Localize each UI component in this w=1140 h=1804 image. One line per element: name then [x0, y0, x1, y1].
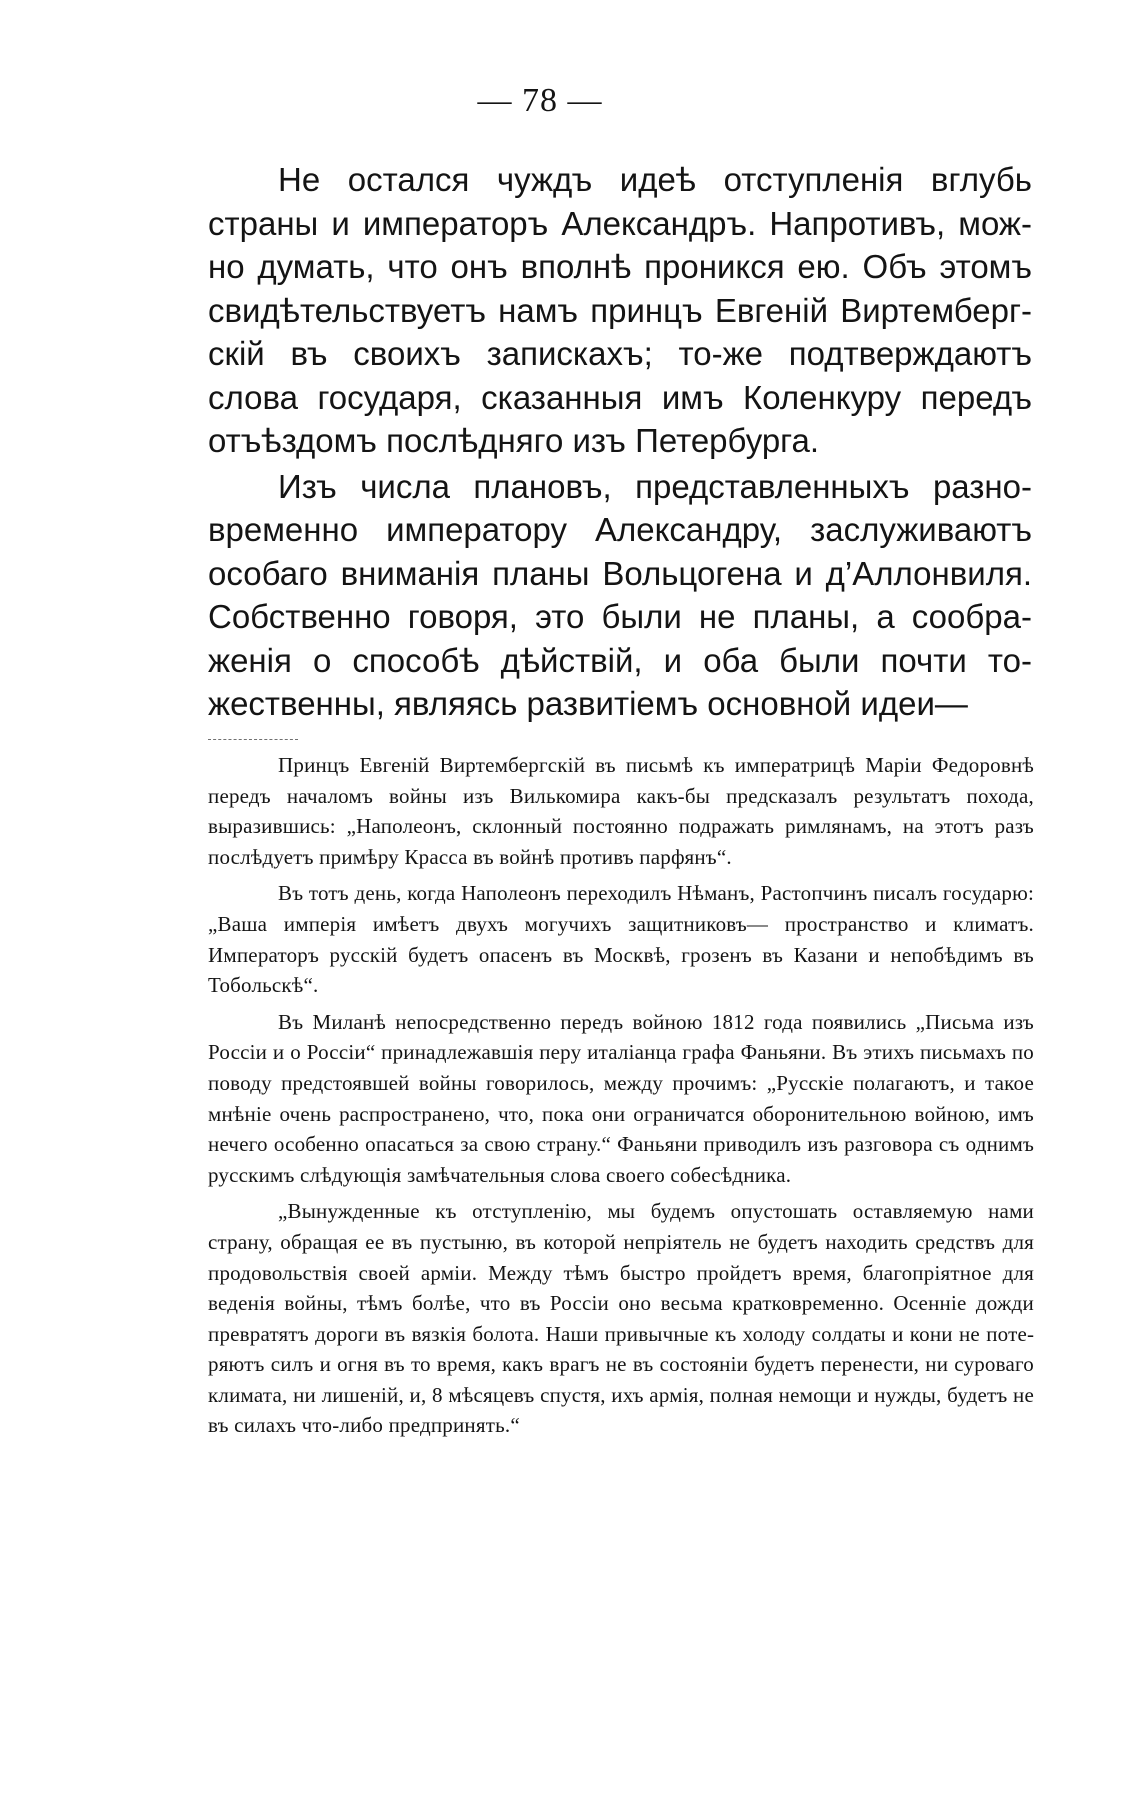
main-text: [208, 158, 1032, 726]
page-number: — 78 —: [477, 82, 603, 119]
footnote-paragraph: Принцъ Евгеній Виртембергскій въ письмѣ къ императрицѣ Маріи Федоровнѣ передъ началомъ войны изъ Вилькомира какъ-бы предсказалъ результатъ похода, выразившись: „Наполеонъ, склонный постоянно подражать римлянамъ, на этотъ разъ послѣдуетъ примѣру Красса въ войнѣ противъ парфянъ“.: [208, 753, 1034, 869]
footnote-paragraph: „Вынужденные къ отступленію, мы будемъ опустошать оставляемую нами страну, обращая ее въ пустыню, въ которой непріятель не будетъ находить средствъ для продовольствія своей арміи. Между тѣмъ быстро пройдетъ время, благопріятное для веденія войны, тѣмъ болѣе, что въ Россіи оно весьма кратковременно. Осенніе дожди превратятъ дороги въ вязкія болота. Наши привычные къ холоду солдаты и кони не потеряютъ силъ и огня въ то время, какъ врагъ не въ состояніи будетъ перенести, ни суроваго климата, ни лишеній, и, 8 мѣсяцевъ спустя, ихъ армія, полная немощи и нужды, будетъ не въ силахъ что-либо предпринять.“: [208, 1199, 1034, 1438]
footnotes: [208, 750, 1034, 1441]
footnote-separator: [208, 739, 298, 740]
footnote-paragraph: Въ Миланѣ непосредственно передъ войною 1812 года появились „Письма изъ Россіи и о Россіи“ принадлежавшія перу италіанца графа Фаньяни. Въ этихъ письмахъ по поводу предстоявшей войны говорилось, между прочимъ: „Русскіе полагаютъ, и такое мнѣніе очень распространено, что, пока они ограничатся оборонительною войною, имъ нечего особенно опасаться за свою страну.“ Фаньяни приводилъ изъ разговора съ однимъ русскимъ слѣдующія замѣчательныя слова своего собесѣдника.: [208, 1009, 1034, 1187]
main-paragraph: Изъ числа плановъ, представленныхъ разновременно императору Александру, заслуживаютъ особаго вниманія планы Вольцогена и д’Аллонвиля. Собственно говоря, это были не планы, а соображенія о способѣ дѣйствій, и оба были почти тожественны, являясь развитіемъ основной идеи—: [208, 467, 1032, 722]
footnote-paragraph: Въ тотъ день, когда Наполеонъ переходилъ Нѣманъ, Растопчинъ писалъ государю: „Ваша имперія имѣетъ двухъ могучихъ защитниковъ— пространство и климатъ. Императоръ русскій будетъ опасенъ въ Москвѣ, грозенъ въ Казани и непобѣдимъ въ Тобольскѣ“.: [208, 881, 1034, 998]
main-paragraph: Не остался чуждъ идеѣ отступленія вглубь страны и императоръ Александръ. Напротивъ, можно думать, что онъ вполнѣ проникся ею. Объ этомъ свидѣтельствуетъ намъ принцъ Евгеній Виртембергскій въ своихъ запискахъ; то-же подтверждаютъ слова государя, сказанныя имъ Коленкуру передъ отъѣздомъ послѣдняго изъ Петербурга.: [208, 161, 1032, 459]
